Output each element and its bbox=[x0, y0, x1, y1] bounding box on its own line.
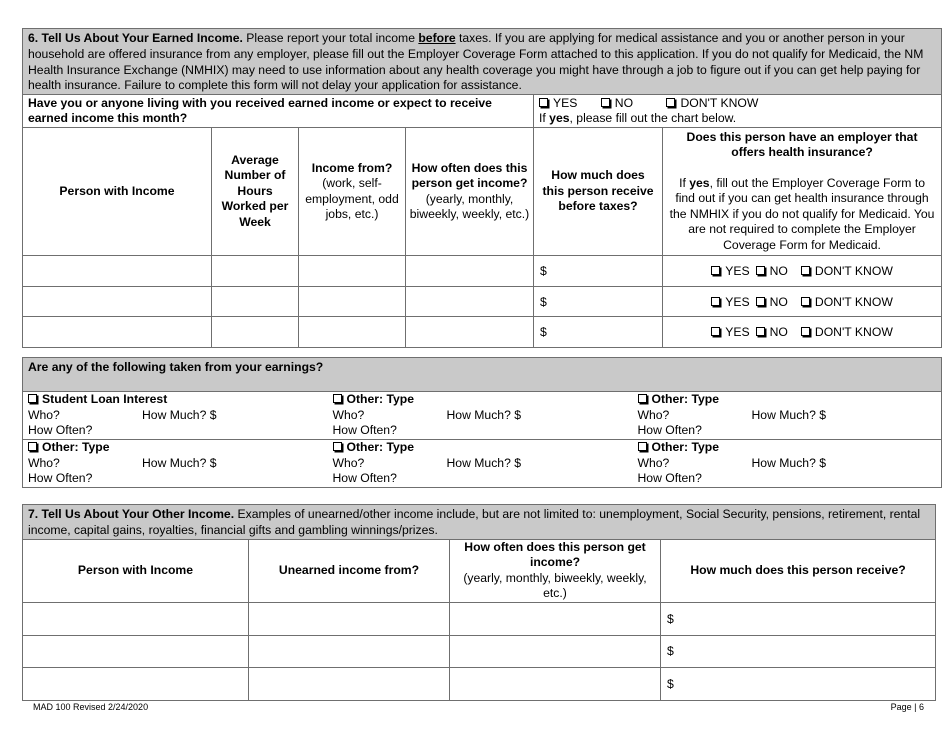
other-type-option[interactable]: Other: Type bbox=[638, 440, 937, 456]
unearned-from-cell[interactable] bbox=[249, 602, 450, 635]
checkbox-icon[interactable] bbox=[333, 394, 342, 403]
student-loan-option[interactable]: Student Loan Interest bbox=[28, 392, 323, 408]
checkbox-icon[interactable] bbox=[711, 266, 720, 275]
checkbox-icon[interactable] bbox=[601, 98, 610, 107]
how-often-cell[interactable] bbox=[406, 287, 534, 317]
employer-insurance-options bbox=[663, 287, 942, 317]
deduction-other-5: Other: Type Who? How Much? $ How Often? bbox=[633, 440, 942, 488]
section-7-intro: 7. Tell Us About Your Other Income. Examples of unearned/other income include, but are not limited to: unemployment, Social Security, pensions, retirement, rental income, capital gains, royalties, financial gifts and gambling winnings/prizes. bbox=[23, 505, 936, 540]
header-how-often: How often does this person get income? (yearly, monthly, biweekly, weekly, etc.) bbox=[406, 128, 534, 256]
how-often-cell[interactable] bbox=[450, 602, 661, 635]
header-how-much: How much does this person receive? bbox=[661, 539, 936, 602]
earned-income-answer bbox=[534, 95, 942, 128]
checkbox-icon[interactable] bbox=[28, 394, 37, 403]
checkbox-icon[interactable] bbox=[666, 98, 675, 107]
checkbox-icon[interactable] bbox=[638, 442, 647, 451]
deduction-other-1: Other: Type Who? How Much? $ How Often? bbox=[328, 392, 633, 440]
other-type-option[interactable]: Other: Type bbox=[333, 440, 628, 456]
unearned-from-cell[interactable] bbox=[249, 667, 450, 700]
other-type-option[interactable]: Other: Type bbox=[638, 392, 937, 408]
header-income-from: Income from? (work, self-employment, odd jobs, etc.) bbox=[299, 128, 406, 256]
how-often-cell[interactable] bbox=[450, 667, 661, 700]
header-how-often: How often does this person get income? (yearly, monthly, biweekly, weekly, etc.) bbox=[450, 539, 661, 602]
other-type-option[interactable]: Other: Type bbox=[333, 392, 628, 408]
employer-insurance-options bbox=[663, 317, 942, 348]
dont-know-option[interactable]: DON'T KNOW bbox=[801, 264, 893, 278]
header-unearned-from: Unearned income from? bbox=[249, 539, 450, 602]
section-7-other-income-table bbox=[22, 504, 936, 701]
form-id: MAD 100 Revised 2/24/2020 bbox=[33, 702, 149, 712]
income-from-cell[interactable] bbox=[299, 256, 406, 287]
no-option[interactable]: NO bbox=[756, 325, 788, 339]
yes-option[interactable]: YES bbox=[711, 325, 749, 339]
unearned-from-cell[interactable] bbox=[249, 635, 450, 667]
deduction-student-loan: Student Loan Interest Who? How Much? $ How Often? bbox=[23, 392, 328, 440]
amount-cell[interactable]: $ bbox=[661, 602, 936, 635]
amount-cell[interactable]: $ bbox=[534, 317, 663, 348]
earned-income-question: Have you or anyone living with you received earned income or expect to receive earned income this month? bbox=[23, 95, 534, 128]
checkbox-icon[interactable] bbox=[801, 297, 810, 306]
checkbox-icon[interactable] bbox=[638, 394, 647, 403]
how-often-cell[interactable] bbox=[450, 635, 661, 667]
dont-know-option[interactable]: DON'T KNOW bbox=[801, 295, 893, 309]
dont-know-option[interactable]: DON'T KNOW bbox=[801, 325, 893, 339]
hours-cell[interactable] bbox=[212, 287, 299, 317]
table-row bbox=[23, 635, 936, 667]
header-how-much: How much does this person receive before taxes? bbox=[534, 128, 663, 256]
deduction-other-4: Other: Type Who? How Much? $ How Often? bbox=[328, 440, 633, 488]
section-6-earned-income-table bbox=[22, 28, 942, 348]
person-cell[interactable] bbox=[23, 667, 249, 700]
hours-cell[interactable] bbox=[212, 317, 299, 348]
checkbox-icon[interactable] bbox=[756, 327, 765, 336]
header-person-with-income: Person with Income bbox=[23, 539, 249, 602]
amount-cell[interactable]: $ bbox=[661, 635, 936, 667]
page-number: Page | 6 bbox=[890, 702, 924, 712]
header-employer-insurance: Does this person have an employer that offers health insurance? If yes, fill out the Employer Coverage Form to find out if you can get health insurance through the NMHIX if you do not qualify for Medicaid. You are not required to complete the Employer Coverage Form for Medicaid. bbox=[663, 128, 942, 256]
amount-cell[interactable]: $ bbox=[661, 667, 936, 700]
person-cell[interactable] bbox=[23, 256, 212, 287]
checkbox-icon[interactable] bbox=[756, 266, 765, 275]
amount-cell[interactable]: $ bbox=[534, 256, 663, 287]
checkbox-icon[interactable] bbox=[801, 266, 810, 275]
deduction-other-2: Other: Type Who? How Much? $ How Often? bbox=[633, 392, 942, 440]
chart-instruction: If yes, please fill out the chart below. bbox=[539, 111, 737, 126]
checkbox-icon[interactable] bbox=[539, 98, 548, 107]
amount-cell[interactable]: $ bbox=[534, 287, 663, 317]
person-cell[interactable] bbox=[23, 317, 212, 348]
person-cell[interactable] bbox=[23, 287, 212, 317]
checkbox-icon[interactable] bbox=[756, 297, 765, 306]
yes-option[interactable]: YES bbox=[711, 295, 749, 309]
checkbox-icon[interactable] bbox=[28, 442, 37, 451]
deduction-other-3: Other: Type Who? How Much? $ How Often? bbox=[23, 440, 328, 488]
how-often-cell[interactable] bbox=[406, 256, 534, 287]
deductions-table bbox=[22, 357, 942, 488]
table-row bbox=[23, 602, 936, 635]
hours-cell[interactable] bbox=[212, 256, 299, 287]
checkbox-icon[interactable] bbox=[801, 327, 810, 336]
table-row bbox=[23, 287, 942, 317]
income-from-cell[interactable] bbox=[299, 287, 406, 317]
table-row bbox=[23, 256, 942, 287]
earned-income-dont-know-option[interactable]: DON'T KNOW bbox=[666, 96, 758, 110]
no-option[interactable]: NO bbox=[756, 264, 788, 278]
section-7-title: 7. Tell Us About Your Other Income. bbox=[28, 507, 235, 521]
section-6-title: 6. Tell Us About Your Earned Income. bbox=[28, 31, 243, 45]
deductions-title: Are any of the following taken from your earnings? bbox=[23, 358, 942, 392]
header-person-with-income: Person with Income bbox=[23, 128, 212, 256]
section-6-intro: 6. Tell Us About Your Earned Income. Please report your total income before taxes. If you are applying for medical assistance and you or another person in your household are offered insurance from any employer, please fill out the Employer Coverage Form attached to this application. If you do not qualify for Medicaid, the NM Health Insurance Exchange (NMHIX) may need to use information about any health coverage you might have through a job to figure out if you can get help paying for health insurance. Failure to complete this form will not delay your application for assistance. bbox=[23, 29, 942, 95]
table-row bbox=[23, 317, 942, 348]
header-average-hours: Average Number of Hours Worked per Week bbox=[212, 128, 299, 256]
income-from-cell[interactable] bbox=[299, 317, 406, 348]
yes-option[interactable]: YES bbox=[711, 264, 749, 278]
table-row bbox=[23, 667, 936, 700]
no-option[interactable]: NO bbox=[756, 295, 788, 309]
person-cell[interactable] bbox=[23, 635, 249, 667]
how-often-cell[interactable] bbox=[406, 317, 534, 348]
earned-income-yes-option[interactable]: YES bbox=[539, 96, 577, 110]
other-type-option[interactable]: Other: Type bbox=[28, 440, 323, 456]
checkbox-icon[interactable] bbox=[333, 442, 342, 451]
earned-income-no-option[interactable]: NO bbox=[601, 96, 633, 110]
person-cell[interactable] bbox=[23, 602, 249, 635]
checkbox-icon[interactable] bbox=[711, 297, 720, 306]
employer-insurance-options bbox=[663, 256, 942, 287]
checkbox-icon[interactable] bbox=[711, 327, 720, 336]
